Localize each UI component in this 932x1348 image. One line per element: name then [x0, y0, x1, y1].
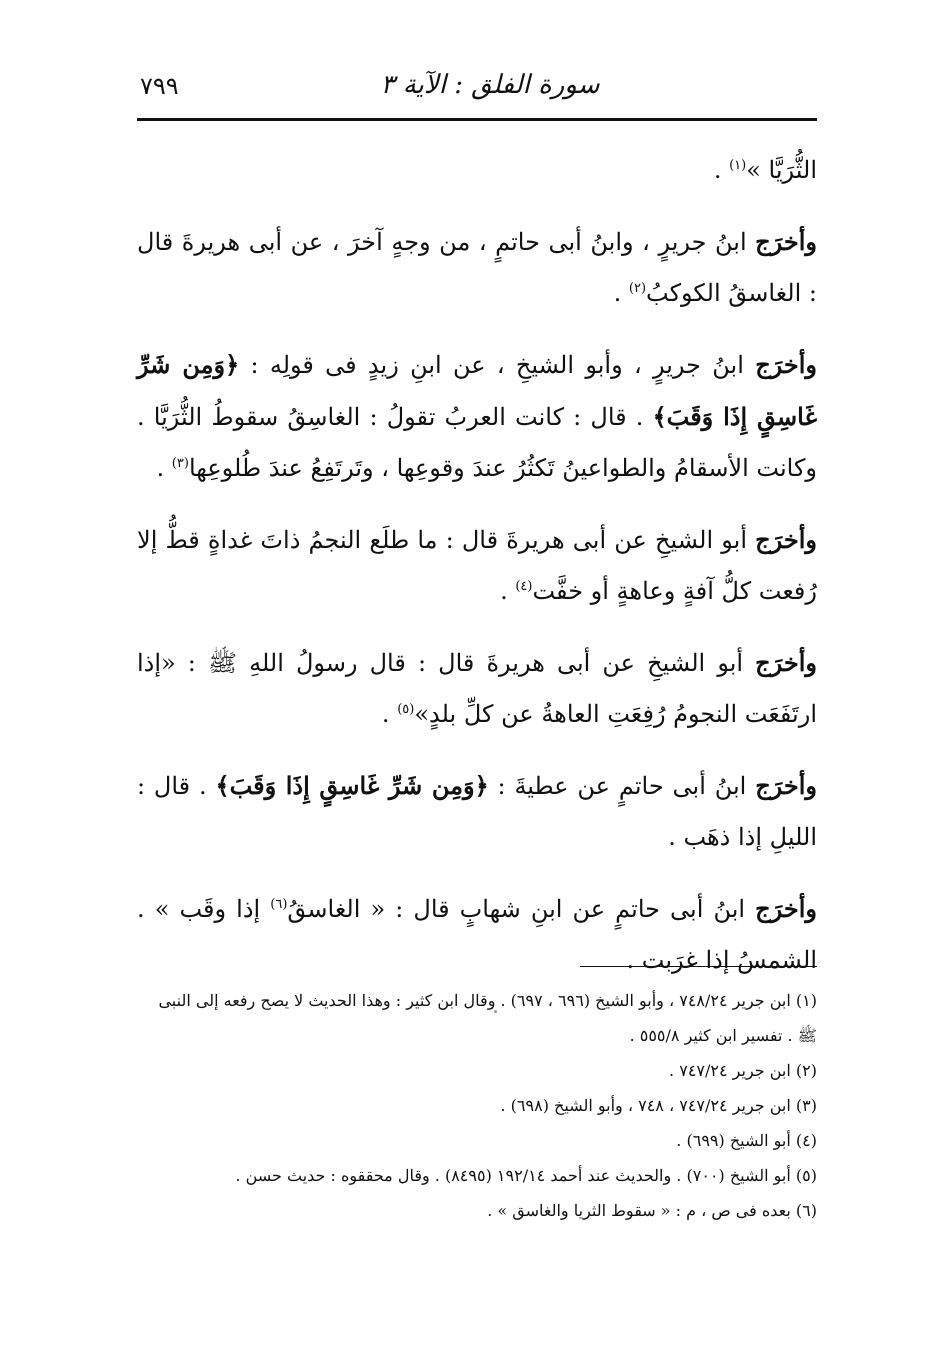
- body-text: [137, 145, 817, 1006]
- header-divider: [137, 118, 817, 121]
- paragraph: [137, 216, 817, 319]
- paragraph: [137, 760, 817, 863]
- paragraph: [137, 514, 817, 617]
- footnote: (٣) ابن جرير ٧٤٧/٢٤ ، ٧٤٨ ، وأبو الشيخ (٦٩٨) .: [500, 1096, 817, 1115]
- scan-speck: [494, 1010, 497, 1013]
- paragraph-text: ابنُ جريرٍ ، وأبو الشيخِ ، عن ابنِ زيدٍ فى قولِه :: [239, 351, 756, 379]
- footnote-reference: (٢): [628, 281, 647, 296]
- footnote-reference: (٦): [270, 897, 288, 912]
- paragraph: [137, 339, 817, 494]
- paragraph-text: ابنُ أبى حاتمٍ عن ابنِ شهابٍ قال : « الغاسقُ: [287, 895, 756, 923]
- paragraph-lead-word: وأخرَج: [755, 771, 818, 800]
- paragraph-text: . قال : كانت العربُ تقولُ : الغاسِقُ سقوطُ الثُّرَيَّا . وكانت الأسقامُ والطواعينُ تَكثُرُ عندَ وقوعِها ، وتَرتَفِعُ عندَ طُلوعِها: [137, 403, 817, 482]
- paragraph: [137, 145, 817, 196]
- paragraph-text: .: [500, 577, 516, 605]
- paragraph: [137, 637, 817, 740]
- paragraph-lead-word: وأخرَج: [755, 227, 817, 256]
- page-number: ٧٩٩: [140, 72, 179, 100]
- paragraph-lead-word: وأخرَج: [755, 648, 817, 677]
- paragraph-text: . قال : الليلِ إذا ذهَب .: [137, 772, 817, 851]
- paragraph-text: أبو الشيخِ عن أبى هريرةَ قال : قال رسولُ اللهِ ﷺ : «إذا ارتَفَعَت النجومُ رُفِعَتِ العاهةُ عن كلِّ بلدٍ»: [137, 649, 817, 728]
- paragraph: [137, 883, 817, 986]
- footnote: (١) ابن جرير ٧٤٨/٢٤ ، وأبو الشيخ (٦٩٦ ، ٦٩٧) . وقال ابن كثير : وهذا الحديث لا يصح رفعه إلى النبى ﷺ . تفسير ابن كثير ٥٥٥/٨ .: [158, 991, 817, 1045]
- footnote-divider: [580, 966, 817, 967]
- paragraph-text: ابنُ جريرٍ ، وابنُ أبى حاتمٍ ، من وجهٍ آخرَ ، عن أبى هريرةَ قال : الغاسقُ الكوكبُ: [137, 228, 817, 307]
- footnote: (٤) أبو الشيخ (٦٩٩) .: [676, 1131, 817, 1150]
- paragraph-text: .: [156, 454, 172, 482]
- footnote-reference: (٥): [397, 702, 415, 717]
- paragraph-lead-word: وأخرَج: [755, 525, 817, 554]
- paragraph-text: الثُّرَيَّا »: [746, 156, 817, 184]
- paragraph-text: .: [613, 279, 629, 307]
- paragraph-text: ابنُ أبى حاتمٍ عن عطيةَ :: [488, 772, 756, 800]
- footnote-reference: (٣): [171, 456, 189, 471]
- footnote: (٦) بعده فى ص ، م : « سقوط الثريا والغاسق » .: [487, 1201, 817, 1220]
- paragraph-text: أبو الشيخِ عن أبى هريرةَ قال : ما طلَع النجمُ ذاتَ غداةٍ قطُّ إلا رُفعت كلُّ آفةٍ وعاهةٍ أو خفَّت: [137, 526, 817, 605]
- footnote-reference: (٤): [515, 579, 533, 594]
- quran-quote: ﴿وَمِن شَرِّ غَاسِقٍ إِذَا وَقَبَ﴾: [215, 771, 489, 800]
- paragraph-text: إذا وقَب » . الشمسُ إذا غرَبت .: [137, 895, 817, 974]
- paragraph-text: .: [381, 700, 398, 728]
- footnote-reference: (١): [729, 158, 747, 173]
- footnotes: [137, 983, 817, 1228]
- paragraph-lead-word: وأخرَج: [755, 350, 818, 379]
- quran-quote: ﴿وَمِن شَرِّ غَاسِقٍ إِذَا وَقَبَ﴾: [137, 350, 818, 431]
- paragraph-lead-word: وأخرَج: [755, 894, 817, 923]
- footnote: (٢) ابن جرير ٧٤٧/٢٤ .: [669, 1061, 817, 1080]
- footnote: (٥) أبو الشيخ (٧٠٠) . والحديث عند أحمد ١٩٢/١٤ (٨٤٩٥) . وقال محققوه : حديث حسن .: [235, 1166, 817, 1185]
- paragraph-text: .: [713, 156, 730, 184]
- running-title: سورة الفلق : الآية ٣: [380, 70, 600, 100]
